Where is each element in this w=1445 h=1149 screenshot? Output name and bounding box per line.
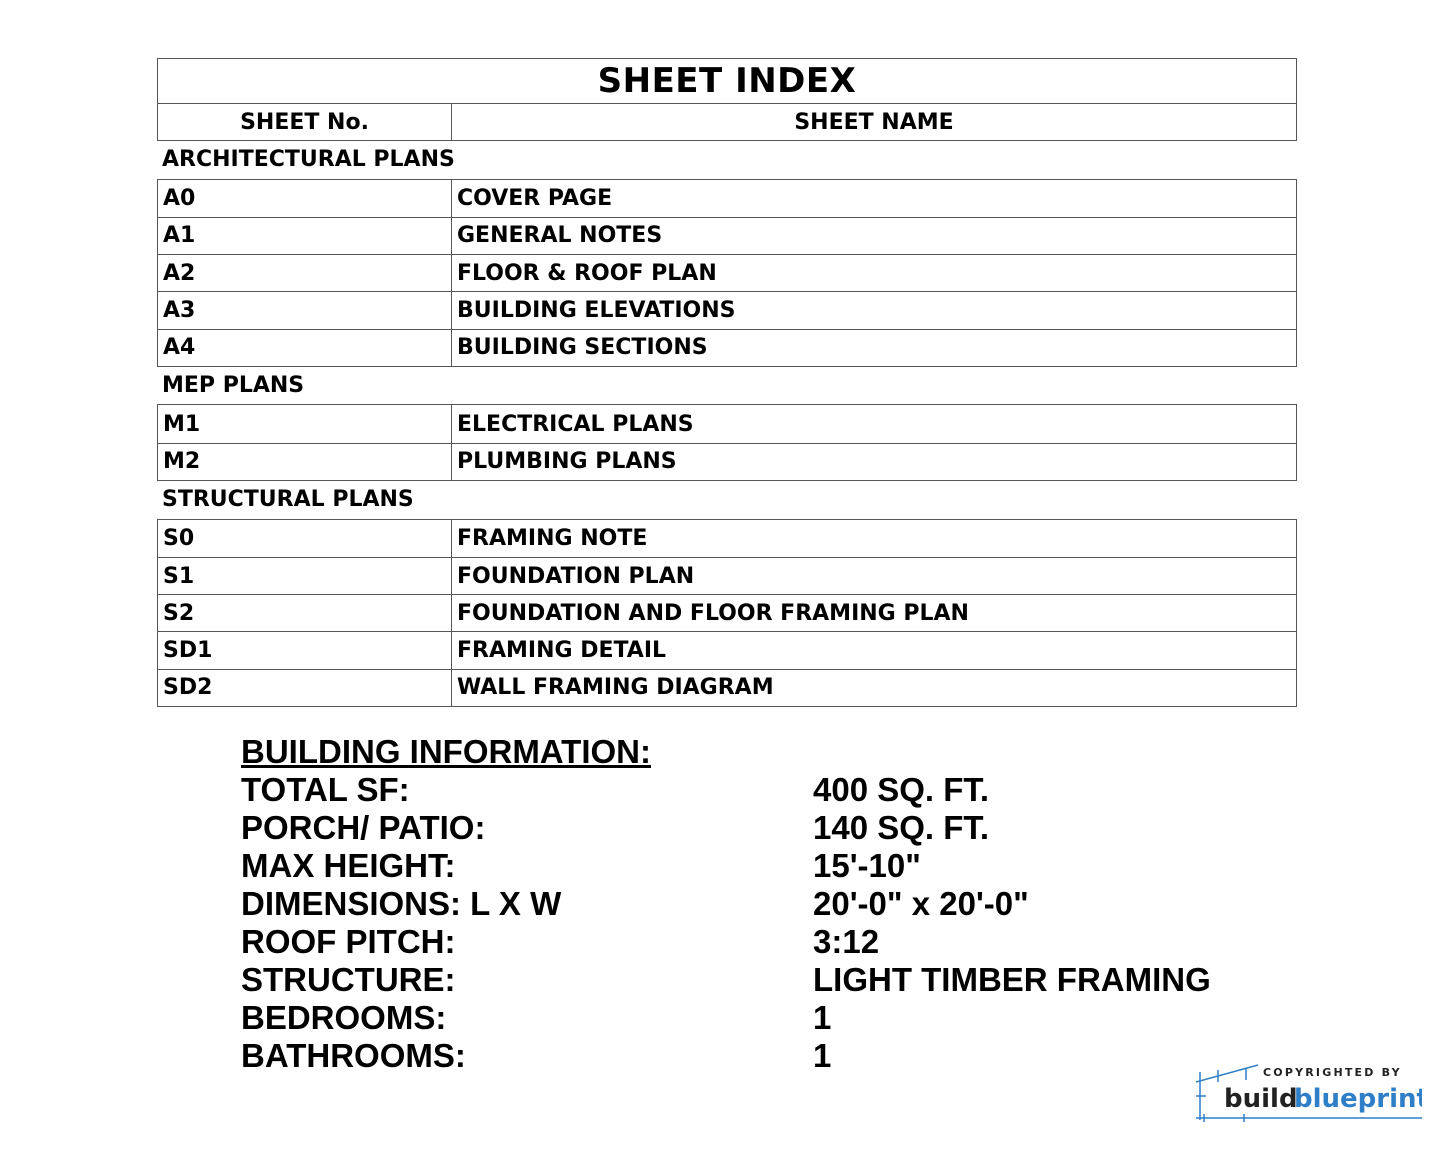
logo-word-build: build	[1224, 1084, 1298, 1114]
building-information	[241, 733, 1241, 1075]
building-info-value: 400 SQ. FT.	[813, 771, 990, 808]
section-label: ARCHITECTURAL PLANS	[162, 147, 455, 173]
sheet-name-cell: FOUNDATION AND FLOOR FRAMING PLAN	[457, 600, 969, 626]
sheet-index-table	[157, 58, 1297, 707]
sheet-number-cell: A0	[158, 180, 452, 217]
sheet-number-cell: M1	[158, 405, 452, 442]
building-info-row	[241, 961, 1241, 999]
building-info-label: TOTAL SF:	[241, 771, 410, 808]
building-info-label: BATHROOMS:	[241, 1037, 466, 1074]
building-info-row	[241, 999, 1241, 1037]
sheet-name-cell: GENERAL NOTES	[457, 223, 663, 249]
header-sheet-name: SHEET NAME	[794, 109, 954, 135]
logo-caption: COPYRIGHTED BY	[1263, 1066, 1402, 1079]
header-sheet-number: SHEET No.	[158, 104, 452, 140]
table-row	[158, 405, 1296, 442]
building-info-value: 140 SQ. FT.	[813, 809, 990, 846]
building-info-value: 3:12	[813, 923, 880, 960]
sheet-number-cell: A3	[158, 292, 452, 328]
building-info-row	[241, 885, 1241, 923]
section-label: STRUCTURAL PLANS	[162, 487, 414, 513]
sheet-number-cell: A2	[158, 255, 452, 291]
sheet-number-cell: S1	[158, 558, 452, 594]
building-info-row	[241, 1037, 1241, 1075]
building-info-label: DIMENSIONS: L X W	[241, 885, 562, 922]
building-info-label: PORCH/ PATIO:	[241, 809, 486, 846]
sheet-index-title: SHEET INDEX	[157, 58, 1297, 104]
table-row	[158, 631, 1296, 668]
building-info-label: ROOF PITCH:	[241, 923, 456, 960]
building-info-value: 1	[813, 1037, 832, 1074]
building-info-label: MAX HEIGHT:	[241, 847, 456, 884]
sheet-name-cell: FRAMING NOTE	[457, 525, 648, 551]
sheet-number-cell: S0	[158, 520, 452, 557]
sheet-name-cell: BUILDING SECTIONS	[457, 335, 708, 361]
sheet-number-cell: S2	[158, 595, 452, 631]
section-label: MEP PLANS	[162, 373, 305, 399]
sheet-number-cell: SD1	[158, 632, 452, 668]
logo-word-blueprint: blueprint	[1294, 1084, 1422, 1114]
building-info-title: BUILDING INFORMATION:	[241, 733, 652, 770]
sheet-name-cell: BUILDING ELEVATIONS	[457, 298, 736, 324]
building-info-label: STRUCTURE:	[241, 961, 456, 998]
section-rows	[157, 519, 1297, 707]
sheet-name-cell: ELECTRICAL PLANS	[457, 411, 694, 437]
sheet-name-cell: PLUMBING PLANS	[457, 449, 677, 475]
building-info-value: LIGHT TIMBER FRAMING	[813, 961, 1211, 998]
sheet-name-cell: FLOOR & ROOF PLAN	[457, 260, 717, 286]
table-row	[158, 217, 1296, 254]
section-rows	[157, 404, 1297, 481]
building-info-row	[241, 847, 1241, 885]
building-info-label: BEDROOMS:	[241, 999, 447, 1036]
table-row	[158, 180, 1296, 217]
table-row	[158, 443, 1296, 480]
building-info-value: 15'-10"	[813, 847, 921, 884]
sheet-name-cell: FOUNDATION PLAN	[457, 563, 695, 589]
building-info-value: 1	[813, 999, 832, 1036]
sheet-name-cell: WALL FRAMING DIAGRAM	[457, 675, 774, 701]
blueprint-house-icon	[1196, 1060, 1422, 1122]
building-info-row	[241, 771, 1241, 809]
building-info-row	[241, 809, 1241, 847]
table-row	[158, 329, 1296, 366]
table-row	[158, 594, 1296, 631]
sheet-number-cell: A1	[158, 218, 452, 254]
build-blueprint-logo	[1196, 1060, 1422, 1122]
table-row	[158, 254, 1296, 291]
sheet-number-cell: SD2	[158, 670, 452, 706]
sheet-name-cell: COVER PAGE	[457, 185, 613, 211]
table-row	[158, 291, 1296, 328]
table-row	[158, 669, 1296, 706]
table-row	[158, 557, 1296, 594]
building-info-row	[241, 923, 1241, 961]
sheet-index-header	[157, 104, 1297, 141]
section-rows	[157, 179, 1297, 367]
building-info-value: 20'-0" x 20'-0"	[813, 885, 1029, 922]
sheet-number-cell: M2	[158, 444, 452, 480]
sheet-number-cell: A4	[158, 330, 452, 366]
table-row	[158, 520, 1296, 557]
sheet-name-cell: FRAMING DETAIL	[457, 638, 667, 664]
